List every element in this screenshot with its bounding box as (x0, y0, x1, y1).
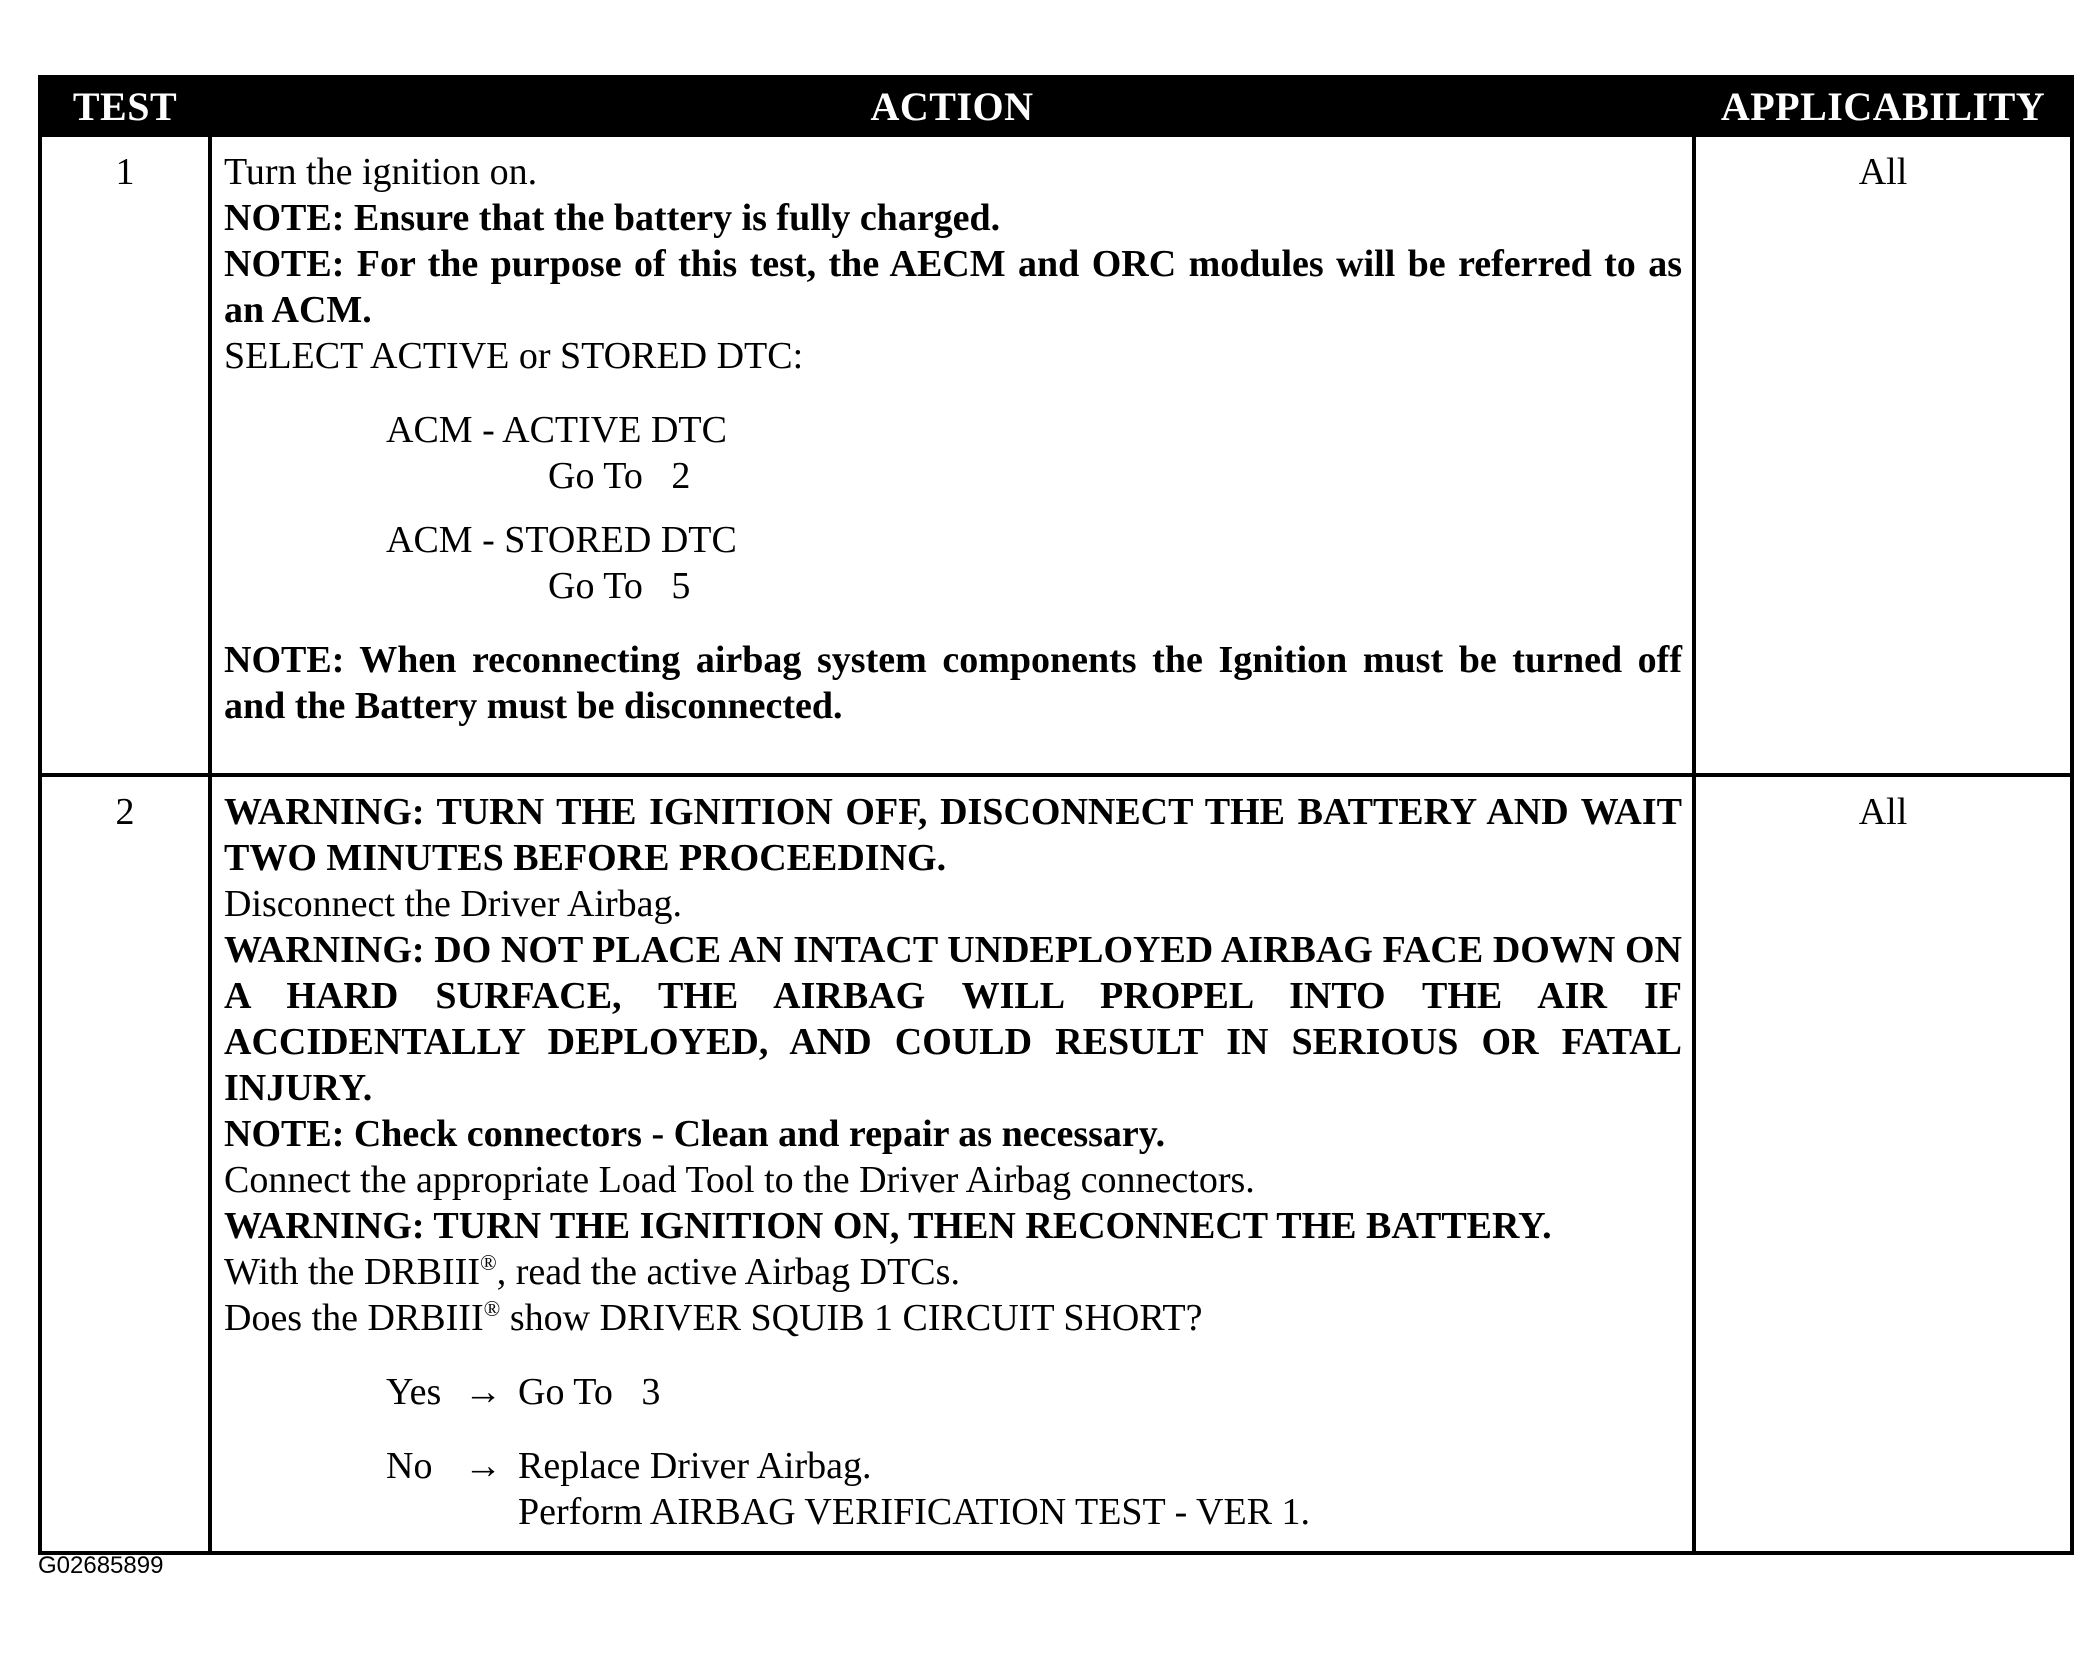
action-line: SELECT ACTIVE or STORED DTC: (224, 335, 804, 377)
choice-no (224, 1443, 1682, 1535)
diagnostic-test-table (38, 75, 2074, 1555)
action-line: Disconnect the Driver Airbag. (224, 883, 682, 925)
action-line: Connect the appropriate Load Tool to the Driver Airbag connectors. (224, 1159, 1255, 1201)
action-line: Does the DRBIII® show DRIVER SQUIB 1 CIRCUIT SHORT? (224, 1296, 1203, 1339)
registered-mark: ® (479, 1250, 497, 1275)
note-line: NOTE: Ensure that the battery is fully charged. (224, 197, 1001, 239)
arrow-icon: → (464, 1445, 502, 1487)
note-line: NOTE: When reconnecting airbag system components the Ignition must be turned off and the Battery must be disconnected. (224, 639, 1682, 727)
header-action: ACTION (210, 77, 1694, 135)
header-applicability: APPLICABILITY (1694, 77, 2072, 135)
choice-label: Yes (386, 1371, 442, 1413)
option-goto: Go To 5 (548, 565, 691, 607)
action-line: Turn the ignition on. (224, 151, 538, 193)
test-number: 2 (40, 775, 210, 1553)
test-action (210, 135, 1694, 775)
figure-id: G02685899 (38, 1552, 164, 1579)
test-applicability: All (1694, 775, 2072, 1553)
option-label: ACM - STORED DTC (386, 519, 737, 561)
option-label: ACM - ACTIVE DTC (386, 409, 727, 451)
warning-line: WARNING: TURN THE IGNITION OFF, DISCONNECT THE BATTERY AND WAIT TWO MINUTES BEFORE PROCEEDING. (224, 791, 1682, 879)
header-test: TEST (40, 77, 210, 135)
test-table-sheet (38, 75, 2070, 1535)
dtc-option (224, 407, 1682, 499)
registered-mark: ® (483, 1296, 501, 1321)
choice-yes (224, 1369, 1682, 1415)
choice-label: No (386, 1445, 433, 1487)
test-applicability: All (1694, 135, 2072, 775)
test-number: 1 (40, 135, 210, 775)
warning-line: WARNING: DO NOT PLACE AN INTACT UNDEPLOYED AIRBAG FACE DOWN ON A HARD SURFACE, THE AIRBAG WILL PROPEL INTO THE AIR IF ACCIDENTALLY DEPLOYED, AND COULD RESULT IN SERIOUS OR FATAL INJURY. (224, 929, 1682, 1109)
arrow-icon: → (464, 1371, 502, 1413)
choice-result: Go To 3 (518, 1371, 661, 1413)
table-row (40, 775, 2072, 1553)
test-action (210, 775, 1694, 1553)
action-line: With the DRBIII®, read the active Airbag DTCs. (224, 1250, 960, 1293)
table-header-row (40, 77, 2072, 135)
option-goto: Go To 2 (548, 455, 691, 497)
table-row (40, 135, 2072, 775)
dtc-option (224, 517, 1682, 609)
note-line: NOTE: Check connectors - Clean and repair as necessary. (224, 1113, 1166, 1155)
warning-line: WARNING: TURN THE IGNITION ON, THEN RECONNECT THE BATTERY. (224, 1205, 1552, 1247)
note-line: NOTE: For the purpose of this test, the AECM and ORC modules will be referred to as an ACM. (224, 243, 1682, 331)
choice-result: Replace Driver Airbag. Perform AIRBAG VERIFICATION TEST - VER 1. (518, 1445, 1311, 1533)
